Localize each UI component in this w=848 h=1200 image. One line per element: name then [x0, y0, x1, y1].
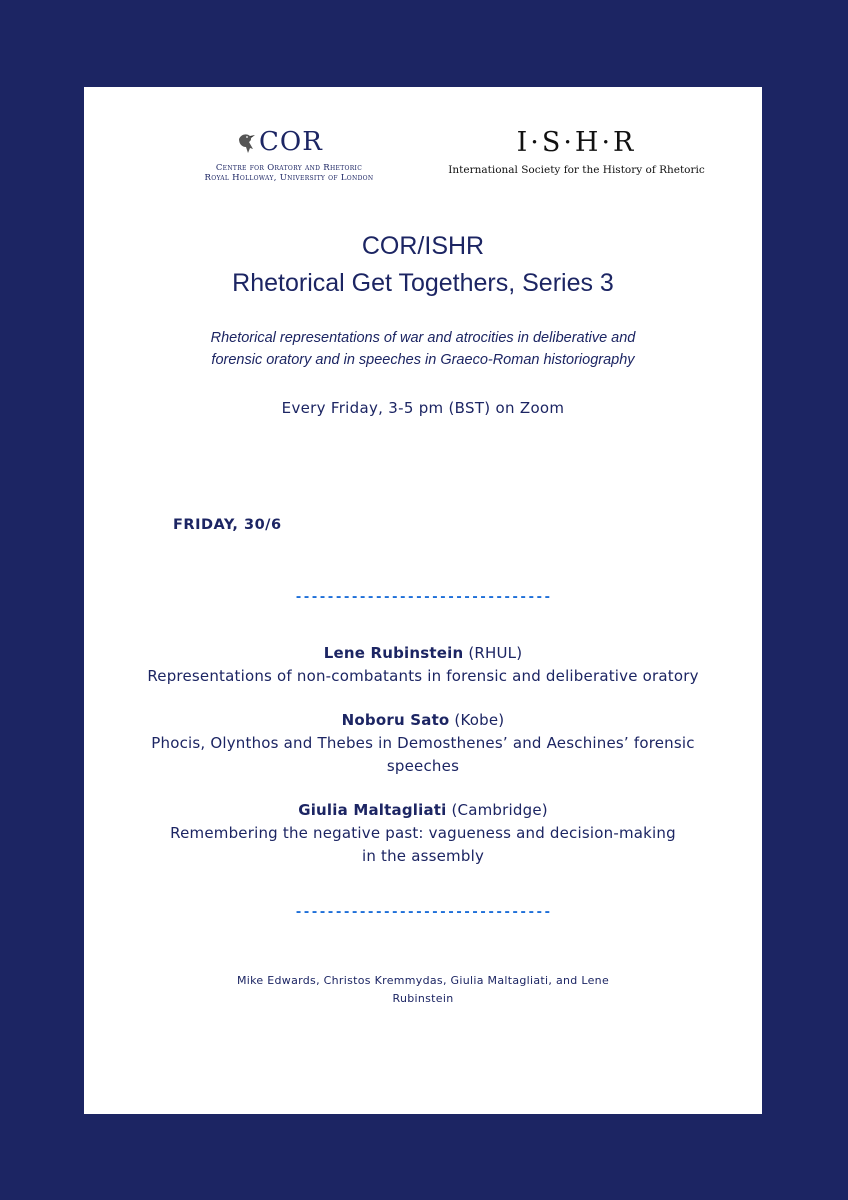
- cor-subtitle: [169, 163, 409, 183]
- poster-page: [84, 87, 762, 1114]
- talk-speaker-line: [104, 799, 742, 822]
- talk-title: Representations of non-combatants in forensic and deliberative oratory: [147, 667, 699, 685]
- talk-title: in the assembly: [361, 847, 485, 865]
- speaker-affiliation: (Cambridge): [451, 801, 548, 819]
- ishr-title: I·S·H·R: [516, 127, 637, 158]
- schedule-text: Every Friday, 3-5 pm (BST) on Zoom: [281, 399, 565, 417]
- cor-subtitle-line: Royal Holloway, University of London: [204, 173, 374, 183]
- session-date: FRIDAY, 30/6: [173, 517, 282, 533]
- cor-title: COR: [259, 127, 323, 157]
- talk-item: [104, 642, 742, 688]
- subtitle-line: forensic oratory and in speeches in Graeco-Roman historiography: [211, 352, 635, 368]
- talk-title: Remembering the negative past: vagueness and decision-making: [170, 824, 676, 842]
- separator-bottom: --------------------------------: [294, 905, 552, 920]
- talk-speaker-line: [104, 642, 742, 665]
- ishr-logo: [444, 127, 709, 187]
- heading-line-1: COR/ISHR: [361, 232, 485, 260]
- speaker-name: Giulia Maltagliati: [298, 801, 447, 819]
- heading-line-2: Rhetorical Get Togethers, Series 3: [232, 269, 614, 297]
- speaker-affiliation: (Kobe): [454, 711, 505, 729]
- bird-icon: [235, 131, 257, 155]
- ishr-subtitle: International Society for the History of Rhetoric: [448, 164, 705, 176]
- speaker-name: Noboru Sato: [341, 711, 450, 729]
- organisers: [194, 972, 652, 1008]
- talk-item: [104, 709, 742, 778]
- speaker-name: Lene Rubinstein: [323, 644, 464, 662]
- organisers-line: Mike Edwards, Christos Kremmydas, Giulia Maltagliati, and Lene: [236, 974, 610, 987]
- talk-speaker-line: [104, 709, 742, 732]
- series-subtitle: [144, 327, 702, 371]
- subtitle-line: Rhetorical representations of war and atrocities in deliberative and: [210, 330, 636, 346]
- talk-title: Phocis, Olynthos and Thebes in Demosthenes’ and Aeschines’ forensic: [151, 734, 695, 752]
- organisers-line: Rubinstein: [392, 992, 454, 1005]
- cor-subtitle-line: Centre for Oratory and Rhetoric: [215, 163, 363, 173]
- cor-logo: [169, 127, 409, 187]
- talk-item: [104, 799, 742, 868]
- separator-top: --------------------------------: [294, 590, 552, 605]
- talk-title: speeches: [386, 757, 460, 775]
- speaker-affiliation: (RHUL): [468, 644, 523, 662]
